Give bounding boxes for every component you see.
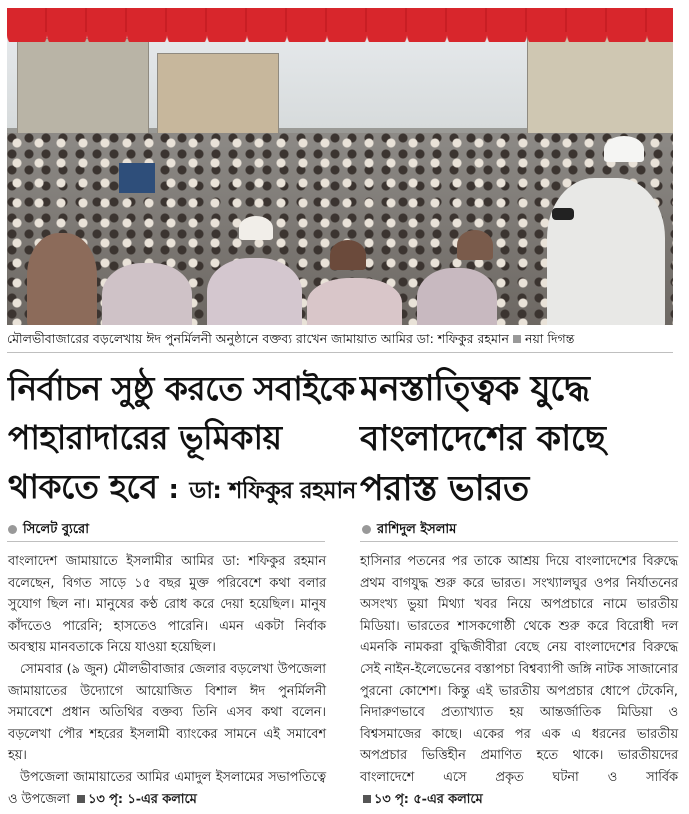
photo-speaker [547, 178, 665, 325]
photo-cap [604, 136, 644, 162]
byline-dot-icon [362, 525, 371, 534]
paragraph: বাংলাদেশ জামায়াতে ইসলামীর আমির ডা: শফিকুর রহমান বলেছেন, বিগত সাড়ে ১৫ বছর মুক্ত পরিবেশে কথা বলার সুযোগ ছিল না। মানুষের কণ্ঠ রোধ করে দেয়া হয়েছিল। মানুষ কাঁদতেও পারেনি; হাসতেও পারেনি। এমন একটা নির্বাক অবস্থায় মানবতাকে নিয়ে যাওয়া হয়েছিল। [8, 554, 326, 656]
photo-cap [457, 230, 493, 260]
left-byline [8, 520, 89, 541]
right-byline-text: রাশিদুল ইসলাম [377, 522, 457, 537]
photo-caption [7, 329, 673, 349]
caption-rule [7, 352, 673, 353]
right-headline-line: পরাস্ত ভারত [360, 469, 529, 509]
left-headline-line-3 [8, 462, 356, 516]
continuation-text: ১৩ পৃ: ৫-এর কলামে [374, 791, 483, 807]
left-byline-rule [7, 541, 325, 542]
caption-separator-icon [513, 335, 521, 343]
left-article-body [8, 551, 326, 810]
right-headline [360, 364, 680, 514]
photo-person [102, 263, 192, 325]
headline-speaker: ডা: শফিকুর রহমান [189, 478, 356, 504]
continuation-note [74, 792, 197, 807]
right-byline-rule [360, 541, 678, 542]
left-headline-line: থাকতে হবে [8, 467, 158, 506]
photo-person [307, 278, 402, 325]
paragraph: হাসিনার পতনের পর তাকে আশ্রয় দিয়ে বাংলাদেশের বিরুদ্ধে প্রথম বাগযুদ্ধ শুরু করে ভারত। সংখ্যালঘুর ওপর নির্যাতনের অসংখ্য ভুয়া মিথ্যা খবর নিয়ে অপপ্রচারে নামে ভারতীয় মিডিয়া। ভারতের শাসকগোষ্ঠী থেকে শুরু করে বিরোধী দল এমনকি নামকরা বুদ্ধিজীবীরা বেছে নেয় বাংলাদেশের বিরুদ্ধে সেই নাইন-ইলেভেনের বস্তাপচা বিশ্বব্যাপী জঙ্গি নাটক সাজানোর পুরনো কোশেশ। কিন্তু এই ভারতীয় অপপ্রচার ধোপে টেকেনি, নিদারুণভাবে প্রত্যাখ্যাত হয় আন্তর্জাতিক মিডিয়া ও বিশ্বসমাজের কাছে। একের পর এক এ ধরনের ভারতীয় অপপ্রচার ভিত্তিহীন প্রমাণিত হতে থাকে। ভারতীয়দের বাংলাদেশে এসে প্রকৃত ঘটনা ও সার্বিক [360, 554, 678, 785]
photo-cap [239, 216, 273, 240]
paragraph-last [8, 767, 326, 810]
paragraph: উপজেলা জামায়াতের আমির এমাদুল ইসলামের সভাপতিত্বে ও উপজেলা [8, 769, 326, 807]
microphone-icon [552, 208, 574, 220]
photo-building [17, 38, 149, 135]
paragraph-last [360, 551, 678, 810]
left-byline-text: সিলেট ব্যুরো [23, 522, 89, 537]
photo-cap [330, 240, 366, 270]
continuation-text: ১৩ পৃ: ১-এর কলামে [88, 791, 197, 807]
left-headline-line: পাহারাদারের ভূমিকায় [8, 418, 282, 457]
continuation-square-icon [77, 795, 85, 803]
photo-credit: নয়া দিগন্ত [524, 331, 575, 346]
photo-person [27, 233, 97, 325]
paragraph: সোমবার (৯ জুন) মৌলভীবাজার জেলার বড়লেখা উপজেলা জামায়াতের উদ্যোগে আয়োজিত বিশাল ঈদ পুনর্মিলনী সমাবেশে প্রধান অতিথির বক্তব্য তিনি এসব কথা বলেন। বড়লেখা পৌর শহরের ইসলামী ব্যাংকের সামনে এই সমাবেশ হয়। [8, 661, 326, 764]
byline-dot-icon [8, 525, 17, 534]
right-article-body [360, 551, 678, 810]
news-photo [7, 8, 673, 325]
photo-person [207, 258, 302, 325]
photo-awning [7, 8, 673, 32]
photo-building [527, 33, 673, 145]
right-headline-line: মনস্তাত্ত্বিক যুদ্ধে [360, 369, 590, 409]
right-byline [362, 520, 456, 541]
left-headline-line: নির্বাচন সুষ্ঠু করতে সবাইকে [8, 369, 355, 408]
left-headline [8, 364, 356, 516]
headline-colon: : [168, 475, 179, 505]
continuation-square-icon [363, 795, 371, 803]
continuation-note [360, 792, 483, 807]
photo-person [417, 268, 497, 325]
right-headline-line: বাংলাদেশের কাছে [360, 419, 606, 459]
photo-building [157, 53, 279, 135]
photo-caption-text: মৌলভীবাজারের বড়লেখায় ঈদ পুনর্মিলনী অনুষ্ঠানে বক্তব্য রাখেন জামায়াত আমির ডা: শফিকুর রহমান [7, 331, 509, 346]
photo-signboard [119, 163, 155, 193]
